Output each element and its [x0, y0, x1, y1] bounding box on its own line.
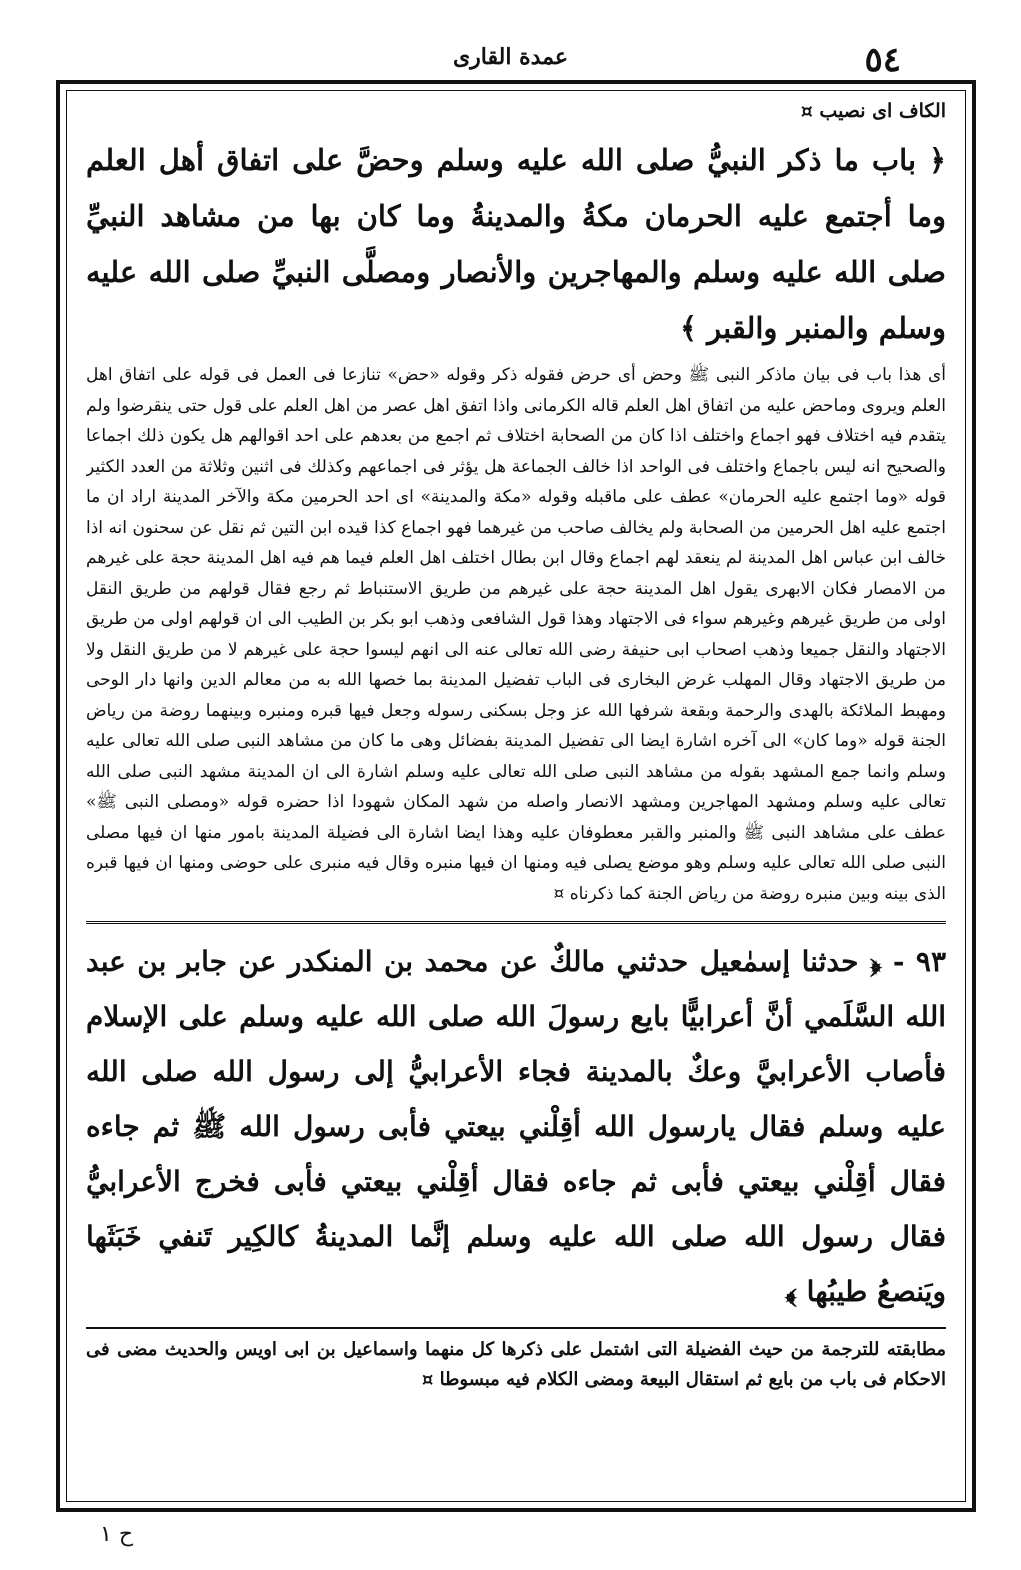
page-number: ٥٤ — [864, 40, 901, 80]
section-divider — [86, 921, 946, 924]
bab-heading: ﴿ باب ما ذكر النبيُّ صلى الله عليه وسلم وحضَّ على اتفاق أهل العلم وما أجتمع عليه الحرمان مكةُ والمدينةُ وما كان بها من مشاهد النبيِّ صلى الله عليه وسلم والمهاجرين والأنصار ومصلَّى النبيِّ صلى الله عليه وسلم والمنبر والقبر ﴾ — [86, 143, 946, 345]
hadith-number: ٩٣ — [915, 945, 946, 978]
running-title: عمدة القاری — [452, 44, 569, 70]
commentary-text: أى هذا باب فى بيان ماذكر النبى ﷺ وحض أى حرض فقوله ذكر وقوله «حض» تنازعا فى العمل فى قوله على اتفاق اهل العلم ويروى وماحض عليه من اتفاق اهل العلم قاله الكرمانى واذا اتفق اهل عصر من اهل العلم على قول حتى ينقرضوا ولم يتقدم فيه اختلاف فهو اجماع واختلف اذا كان من الصحابة اختلاف ثم اجمع من بعدهم على احد اقوالهم هل يكون ذلك اجماعا والصحيح انه ليس باجماع واختلف فى الواحد اذا خالف الجماعة هل يؤثر فى اجماعهم وكذلك فى اثنين وثلاثة من العدد الكثير قوله «وما اجتمع عليه الحرمان» عطف على ماقبله وقوله «مكة والمدينة» اى احد الحرمين مكة والآخر المدينة اراد ان ما اجتمع عليه اهل الحرمين من الصحابة ولم يخالف صاحب من غيرهما فهو اجماع كذا قيده ابن التين ثم نقل عن سحنون انه اذا خالف ابن عباس اهل المدينة لم ينعقد لهم اجماع وقال ابن بطال اختلف اهل العلم فيما هم فيه اهل المدينة حجة على غيرهم من الامصار فكان الابهرى يقول اهل المدينة حجة على غيرهم من طريق الاستنباط ثم رجع فقال قولهم من طريق النقل اولى من طريق غيرهم وغيرهم سواء فى الاجتهاد وهذا قول الشافعى وذهب ابو بكر بن الطيب الى ان قولهم اولى من طريق الاجتهاد والنقل جميعا وذهب اصحاب ابى حنيفة رضى الله تعالى عنه الى انهم ليسوا حجة على غيرهم لا من طريق النقل ولا من طريق الاجتهاد وقال المهلب غرض البخارى فى الباب تفضيل المدينة بما خصها الله به من معالم الدين وانها دار الوحى ومهبط الملائكة بالهدى والرحمة وبقعة شرفها الله عز وجل بسكنى رسوله وجعل فيها قبره ومنبره وبينهما روضة من رياض الجنة قوله «وما كان» الى آخره اشارة ايضا الى تفضيل المدينة بفضائل وهى ما كان من مشاهد النبى صلى الله تعالى عليه وسلم وانما جمع المشهد بقوله من مشاهد النبى صلى الله تعالى عليه وسلم اشارة الى ان المدينة مشهد النبى صلى الله تعالى عليه وسلم ومشهد المهاجرين ومشهد الانصار واصله من شهد المكان شهودا اذا حضره قوله «ومصلى النبى ﷺ» عطف على مشاهد النبى ﷺ والمنبر والقبر معطوفان عليه وهذا ايضا اشارة الى فضيلة المدينة بامور منها ان فيها مصلى النبى صلى الله تعالى عليه وسلم وهو موضع يصلى فيه ومنها ان فيها منبره وقال فيه منبرى على حوضى ومنها ان فيها قبره الذى بينه وبين منبره روضة من رياض الجنة كما ذكرناه ¤ — [86, 365, 946, 904]
hadith-body: ﴿ حدثنا إسمٰعيل حدثني مالكٌ عن محمد بن المنكدر عن جابر بن عبد الله السَّلَمي أنَّ أعرابيًّا بايع رسولَ الله صلى الله عليه وسلم على الإسلام فأصاب الأعرابيَّ وعكٌ بالمدينة فجاء الأعرابيُّ إلى رسول الله صلى الله عليه وسلم فقال يارسول الله أقِلْني بيعتي فأبى رسول الله ﷺ ثم جاءه فقال أقِلْني بيعتي فأبى ثم جاءه فقال أقِلْني بيعتي فأبى فخرج الأعرابيُّ فقال رسول الله صلى الله عليه وسلم إنَّما المدينةُ كالكِير تَنفي خَبَثَها ويَنصعُ طيبُها ﴾ — [86, 945, 946, 1308]
page-header — [0, 40, 1021, 84]
footer-mark: ح ١ — [100, 1522, 134, 1547]
intro-line: الكاف اى نصيب ¤ — [800, 100, 946, 122]
closing-text: مطابقته للترجمة من حيث الفضيلة التى اشتمل على ذكرها كل منهما واسماعيل بن ابى اويس والحديث مضى فى الاحكام فى باب من بايع ثم استقال البيعة ومضى الكلام فيه مبسوطا ¤ — [86, 1339, 946, 1390]
page-content — [86, 96, 946, 1496]
hadith-text: ٩٣ - ﴿ حدثنا إسمٰعيل حدثني مالكٌ عن محمد بن المنكدر عن جابر بن عبد الله السَّلَمي أنَّ أعرابيًّا بايع رسولَ الله صلى الله عليه وسلم على الإسلام فأصاب الأعرابيَّ وعكٌ بالمدينة فجاء الأعرابيُّ إلى رسول الله صلى الله عليه وسلم فقال يارسول الله أقِلْني بيعتي فأبى رسول الله ﷺ ثم جاءه فقال أقِلْني بيعتي فأبى ثم جاءه فقال أقِلْني بيعتي فأبى فخرج الأعرابيُّ فقال رسول الله صلى الله عليه وسلم إنَّما المدينةُ كالكِير تَنفي خَبَثَها ويَنصعُ طيبُها ﴾ — [86, 945, 946, 1308]
closing-divider — [86, 1327, 946, 1329]
